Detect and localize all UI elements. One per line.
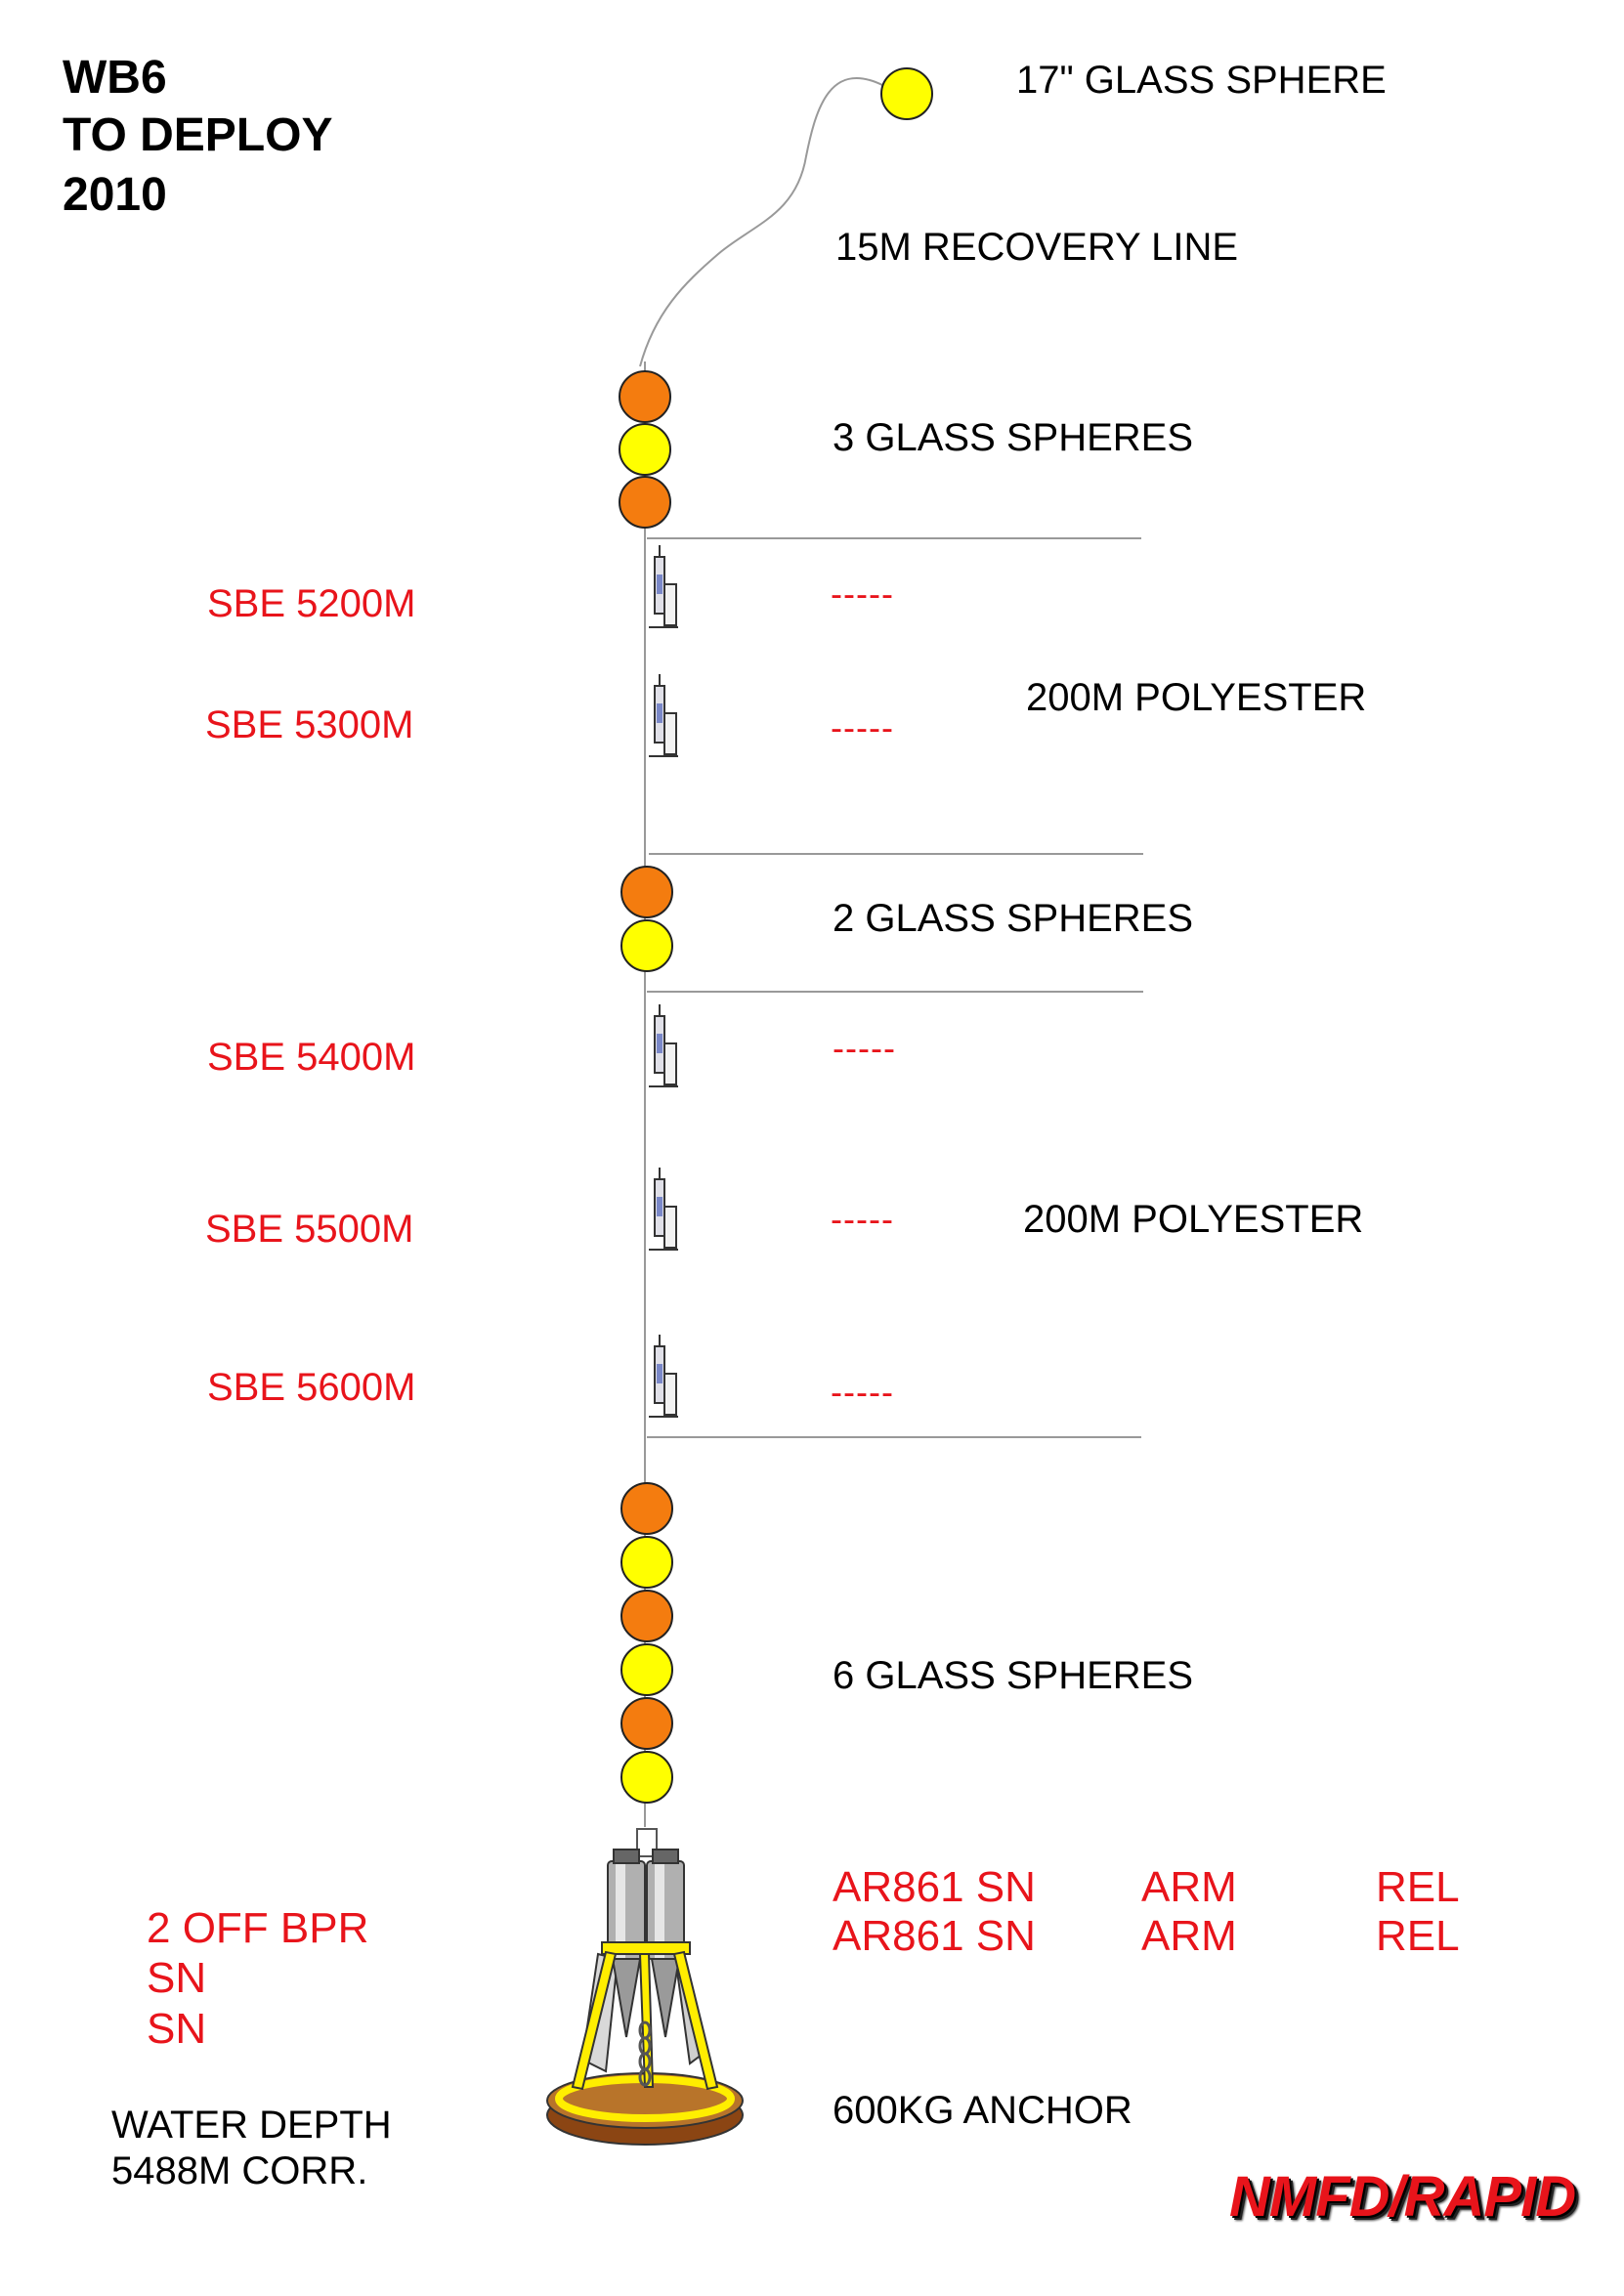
polyester-2-label: 200M POLYESTER [1023, 1198, 1364, 1241]
spheres-3-label: 3 GLASS SPHERES [833, 416, 1194, 459]
instrument-sn: ----- [831, 1372, 894, 1412]
yellow-glass-sphere-icon [620, 424, 670, 475]
bpr-sn: SN [147, 1954, 207, 2002]
instrument-label: SBE 5200M [207, 582, 416, 625]
anchor-label: 600KG ANCHOR [833, 2089, 1133, 2132]
instrument-label: SBE 5300M [205, 703, 414, 746]
release-model: AR861 SN [833, 1863, 1036, 1911]
yellow-glass-sphere-icon [621, 920, 672, 971]
bpr-sn: SN [147, 2005, 207, 2053]
release-arm: ARM [1141, 1912, 1237, 1960]
title-line-2: TO DEPLOY [63, 109, 333, 161]
top-sphere-label: 17" GLASS SPHERE [1016, 59, 1387, 102]
orange-glass-sphere-icon [621, 1483, 672, 1534]
release-model: AR861 SN [833, 1912, 1036, 1960]
title-line-3: 2010 [63, 169, 167, 221]
release-rel: REL [1376, 1863, 1460, 1911]
yellow-glass-sphere-icon [621, 1644, 672, 1695]
water-depth-label: WATER DEPTH [111, 2104, 392, 2147]
orange-glass-sphere-icon [621, 1591, 672, 1641]
instrument-label: SBE 5600M [207, 1366, 416, 1409]
polyester-1-label: 200M POLYESTER [1026, 676, 1367, 719]
instrument-label: SBE 5400M [207, 1036, 416, 1079]
release-frame-icon [573, 1942, 717, 2089]
yellow-glass-sphere-icon [621, 1752, 672, 1803]
instrument-sn: ----- [831, 1199, 894, 1239]
instrument-sn: ----- [833, 1028, 896, 1068]
spheres-2-label: 2 GLASS SPHERES [833, 897, 1194, 940]
orange-glass-sphere-icon [620, 477, 670, 528]
sbe-instrument-icon [649, 545, 678, 627]
instrument-label: SBE 5500M [205, 1208, 414, 1251]
orange-glass-sphere-icon [620, 371, 670, 422]
recovery-line-label: 15M RECOVERY LINE [835, 226, 1239, 269]
orange-glass-sphere-icon [621, 867, 672, 917]
release-arm: ARM [1141, 1863, 1237, 1911]
title-line-1: WB6 [63, 52, 167, 104]
water-depth-value: 5488M CORR. [111, 2149, 368, 2192]
spheres-6-label: 6 GLASS SPHERES [833, 1654, 1194, 1697]
release-anchor-assembly [547, 1829, 743, 2145]
sbe-instrument-icon [649, 674, 678, 756]
recovery-line [640, 78, 884, 366]
nmfd-rapid-logo: NMFD/RAPID [1229, 2165, 1576, 2229]
instrument-sn: ----- [831, 574, 894, 614]
sbe-instrument-icon [649, 1335, 678, 1417]
yellow-glass-sphere-icon [881, 68, 932, 119]
release-rel: REL [1376, 1912, 1460, 1960]
yellow-glass-sphere-icon [621, 1537, 672, 1588]
orange-glass-sphere-icon [621, 1698, 672, 1749]
instrument-sn: ----- [831, 707, 894, 747]
bpr-label: 2 OFF BPR [147, 1904, 369, 1952]
sbe-instrument-icon [649, 1168, 678, 1250]
sbe-instrument-icon [649, 1004, 678, 1086]
